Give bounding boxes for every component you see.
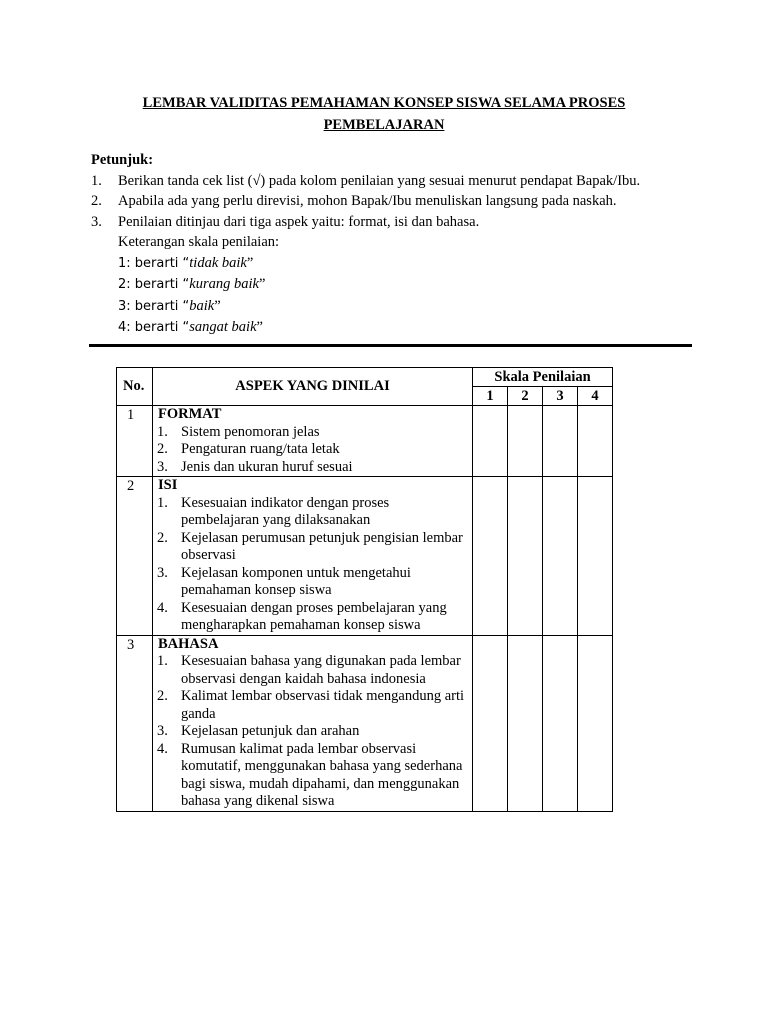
instruction-item (91, 212, 731, 233)
aspect-list (157, 424, 468, 477)
instruction-number: 3. (91, 213, 102, 230)
aspect-number: 1. (157, 494, 168, 511)
score-cell-4[interactable] (578, 406, 613, 477)
header-skala-penilaian: Skala Penilaian (473, 368, 613, 387)
aspect-text: Pengaturan ruang/tata letak (181, 441, 340, 457)
section-title-format: FORMAT (158, 406, 222, 422)
instruction-item (91, 171, 731, 192)
aspect-list (157, 653, 468, 811)
aspect-list (157, 495, 468, 635)
aspect-item (157, 741, 468, 811)
aspect-item (157, 441, 468, 459)
scale-intro: Keterangan skala penilaian: (118, 234, 280, 250)
scale-close-quote: ” (256, 319, 263, 335)
aspect-item (157, 688, 468, 723)
scale-label: sangat baik (189, 319, 257, 335)
instructions-heading: Petunjuk: (91, 152, 154, 168)
title-line-2: PEMBELAJARAN (323, 117, 445, 133)
score-cell-1[interactable] (473, 406, 508, 477)
document-title (0, 92, 768, 136)
table-row-bahasa (117, 635, 613, 811)
aspect-text: Kalimat lembar observasi tidak mengandung arti ganda (181, 688, 465, 722)
aspect-text: Kesesuaian indikator dengan proses pembelajaran yang dilaksanakan (181, 494, 390, 528)
header-score-1: 1 (473, 387, 508, 406)
aspect-item (157, 495, 468, 530)
scale-close-quote: ” (246, 254, 254, 271)
header-score-2: 2 (508, 387, 543, 406)
aspect-item (157, 424, 468, 442)
score-cell-2[interactable] (508, 406, 543, 477)
aspect-text: Kejelasan perumusan petunjuk pengisian lembar observasi (181, 529, 463, 563)
instruction-number: 2. (91, 193, 102, 209)
score-cell-1[interactable] (473, 477, 508, 636)
aspect-cell (153, 635, 473, 811)
aspect-item (157, 723, 468, 741)
scale-legend-item (118, 274, 731, 296)
scale-key: 1: berarti “ (118, 255, 190, 271)
row-number: 1 (117, 406, 153, 477)
header-score-3: 3 (543, 387, 578, 406)
aspect-number: 4. (157, 599, 168, 616)
scale-key: 3: berarti “ (118, 298, 190, 314)
aspect-number: 2. (157, 529, 168, 546)
assessment-table (116, 367, 613, 812)
instruction-number: 1. (91, 172, 102, 189)
header-score-4: 4 (578, 387, 613, 406)
scale-label: kurang baik (189, 276, 259, 292)
aspect-number: 3. (157, 564, 168, 581)
aspect-cell (153, 477, 473, 636)
row-number: 2 (117, 477, 153, 636)
score-cell-1[interactable] (473, 635, 508, 811)
table-row-format (117, 406, 613, 477)
aspect-item (157, 600, 468, 635)
aspect-text: Kejelasan petunjuk dan arahan (181, 723, 360, 739)
aspect-text: Kesesuaian dengan proses pembelajaran yang mengharapkan pemahaman konsep siswa (181, 599, 447, 633)
scale-key: 2: berarti “ (118, 277, 190, 292)
instruction-text: Penilaian ditinjau dari tiga aspek yaitu: format, isi dan bahasa. (118, 213, 480, 230)
scale-key: 4: berarti “ (118, 320, 190, 335)
aspect-cell (153, 406, 473, 477)
aspect-item (157, 459, 468, 477)
instruction-text: Berikan tanda cek list (√) pada kolom penilaian yang sesuai menurut pendapat Bapak/Ibu. (118, 172, 641, 189)
table-row-isi (117, 477, 613, 636)
scale-legend (91, 232, 731, 339)
aspect-number: 3. (157, 723, 168, 739)
score-cell-4[interactable] (578, 635, 613, 811)
scale-close-quote: ” (214, 297, 221, 314)
section-title-bahasa: BAHASA (158, 635, 219, 652)
aspect-text: Jenis dan ukuran huruf sesuai (181, 458, 353, 475)
scale-legend-item (118, 317, 731, 339)
aspect-number: 4. (157, 740, 168, 757)
scale-legend-item (118, 296, 731, 318)
row-number: 3 (117, 635, 153, 811)
scale-label: baik (189, 297, 215, 314)
aspect-item (157, 530, 468, 565)
aspect-text: Rumusan kalimat pada lembar observasi komutatif, menggunakan bahasa yang sederhana bagi siswa, mudah dipahami, dan menggunakan bahasa yang dikenal siswa (181, 740, 463, 809)
aspect-number: 3. (157, 458, 168, 475)
instructions (91, 150, 731, 339)
aspect-item (157, 653, 468, 688)
scale-label: tidak baik (189, 254, 247, 271)
scale-legend-item (118, 253, 731, 275)
header-no: No. (117, 368, 153, 406)
score-cell-2[interactable] (508, 635, 543, 811)
aspect-number: 2. (157, 688, 168, 704)
header-aspek: ASPEK YANG DINILAI (153, 368, 473, 406)
aspect-item (157, 565, 468, 600)
score-cell-3[interactable] (543, 406, 578, 477)
aspect-text: Kesesuaian bahasa yang digunakan pada lembar observasi dengan kaidah bahasa indonesia (181, 653, 461, 687)
score-cell-2[interactable] (508, 477, 543, 636)
instruction-item (91, 191, 731, 212)
aspect-text: Kejelasan komponen untuk mengetahui pemahaman konsep siswa (181, 564, 411, 598)
aspect-number: 1. (157, 423, 168, 440)
title-line-1: LEMBAR VALIDITAS PEMAHAMAN KONSEP SISWA SELAMA PROSES (142, 95, 626, 111)
instruction-text: Apabila ada yang perlu direvisi, mohon Bapak/Ibu menuliskan langsung pada naskah. (118, 193, 617, 209)
score-cell-3[interactable] (543, 477, 578, 636)
score-cell-3[interactable] (543, 635, 578, 811)
section-title-isi: ISI (158, 477, 178, 493)
instructions-list (91, 171, 731, 233)
aspect-number: 2. (157, 441, 168, 457)
aspect-number: 1. (157, 653, 168, 669)
horizontal-divider (89, 344, 692, 347)
score-cell-4[interactable] (578, 477, 613, 636)
scale-close-quote: ” (258, 276, 266, 292)
aspect-text: Sistem penomoran jelas (181, 423, 320, 440)
